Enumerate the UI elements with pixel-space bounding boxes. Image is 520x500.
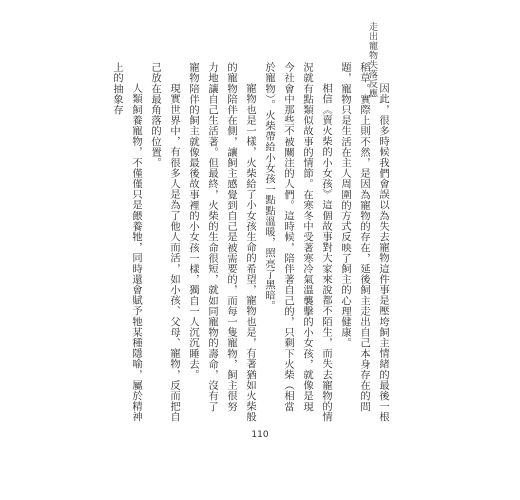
running-head-title: 走出寵物失落反應	[367, 22, 377, 98]
paragraph-1: 因此，很多時候我們會誤以為失去寵物這件事是壓垮飼主情緒的最後一根稻草。實際上則不然，是因為寵物的存在，延後飼主走出自己本身存在的問題，寵物只是生活在主人周圍的方式反映了飼主的心理健康。	[339, 62, 389, 422]
paragraph-3: 寵物也是一樣，火柴給了小女孩生命的希望，寵物也是，有著猶如火柴般的寵物陪伴在側，讓飼主感覺到自己是被需要的，而每一隻寵物，飼主很努力地讓自己生活著。但最終，火柴的生命很短，就如同寵物的壽命，沒有了寵物陪伴的飼主就像最後故事裡的小女孩一樣，獨自一人沉沉睡去。	[187, 62, 256, 422]
paragraph-2: 相信《賣火柴的小女孩》這個故事對大家來說都不陌生，而失去寵物的情況就有點類似故事的情節。在寒冬中受著寒冷氣溫襲擊的小女孩，就像是現今社會中那些不被關注的人們。這時候，陪伴著自己的，只剩下火柴（相當於寵物）。火柴帶給小女孩一點點溫暖，照亮了黑暗。	[263, 62, 332, 422]
body-text	[111, 62, 392, 422]
paragraph-4: 現實世界中，有很多人是為了他人而活，如小孩、父母、寵物，反而把自己放在最角落的位置。	[149, 62, 180, 422]
paragraph-5: 人類飼養寵物，不僅僅只是餵養牠，同時還會賦予牠某種隱喻，屬於精神上的抽象存	[111, 62, 142, 422]
page-number: 110	[251, 430, 269, 440]
